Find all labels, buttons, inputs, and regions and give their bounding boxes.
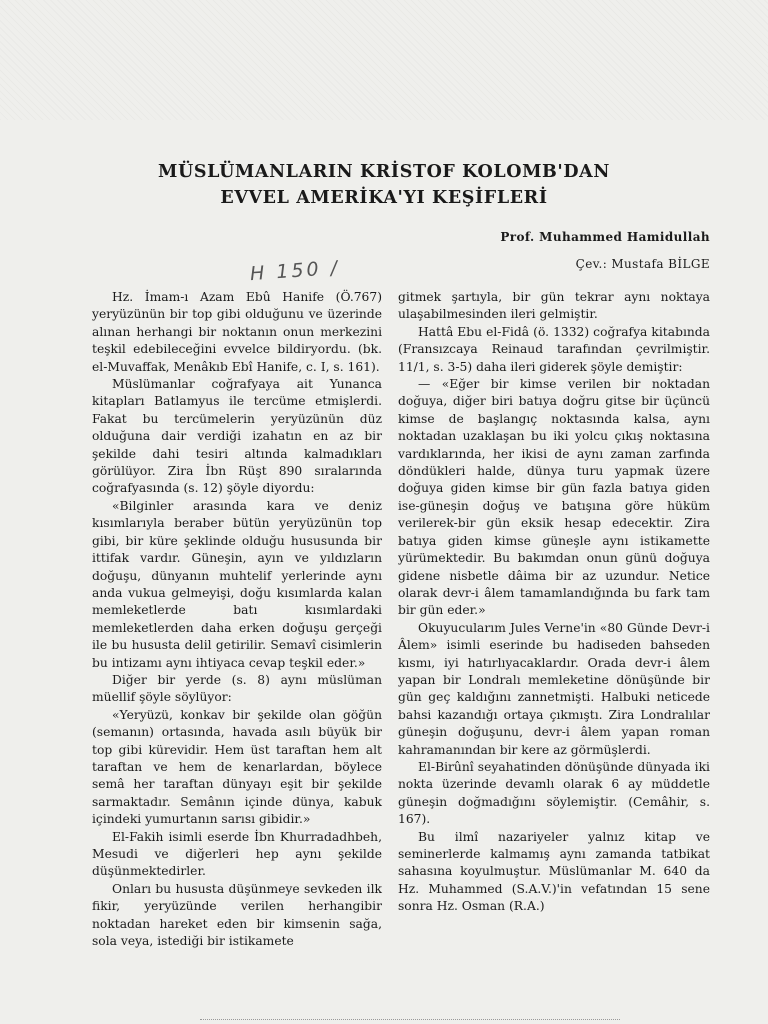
author-name: Prof. Muhammed Hamidullah xyxy=(500,230,710,244)
right-column xyxy=(398,289,710,916)
scan-noise xyxy=(0,0,768,120)
translator-name: Çev.: Mustafa BİLGE xyxy=(575,257,710,271)
article-title-line-2: EVVEL AMERİKA'YI KEŞİFLERİ xyxy=(220,188,548,208)
scan-edge-line xyxy=(200,1019,620,1021)
handwritten-annotation: H 150 / xyxy=(249,256,341,286)
paragraph: El-Fakih isimli eserde İbn Khurradadhbeh, Mesudi ve diğerleri hep aynı şekilde düşünmektedirler. xyxy=(92,829,382,879)
paragraph-continuation: gitmek şartıyla, bir gün tekrar aynı noktaya ulaşabilmesinden ileri gelmiştir. xyxy=(398,290,710,322)
article-title-line-1: MÜSLÜMANLARIN KRİSTOF KOLOMB'DAN xyxy=(158,162,610,182)
paragraph: Hattâ Ebu el-Fidâ (ö. 1332) coğrafya kitabında (Fransızcaya Reinaud tarafından çevrilmiştir. 11/1, s. 3-5) daha ileri giderek şöyle demiştir: xyxy=(398,324,710,374)
paragraph: Diğer bir yerde (s. 8) aynı müslüman müellif şöyle söylüyor: xyxy=(92,672,382,705)
quote-paragraph: «Yeryüzü, konkav bir şekilde olan göğün (semanın) ortasında, havada asılı büyük bir top gibi kürevidir. Hem üst taraftan hem alt taraftan ve hem de kenarlardan, böylece semâ her taraftan dünyayı eşit bir şekilde sarmaktadır. Semânın içinde dünya, kabuk içindeki yumurtanın sarısı gibidir.» xyxy=(92,707,382,827)
quote-paragraph: «Bilginler arasında kara ve deniz kısımlarıyla beraber bütün yeryüzünün top gibi, bir küre şeklinde olduğu hususunda bir ittifak vardır. Güneşin, ayın ve yıldızların doğuşu, dünyanın muhtelif yerlerinde aynı anda vukua gelmeyişi, doğu kısımlarda kalan memleketlerde batı kısımlardaki memleketlerden daha erken doğuşu gerçeği ile bu hususta delil getirilir. Semavî cisimlerin bu intizamı aynı ihtiyaca cevap teşkil eder.» xyxy=(92,498,382,670)
paragraph: Hz. İmam-ı Azam Ebû Hanife (Ö.767) yeryüzünün bir top gibi olduğunu ve üzerinde alınan herhangi bir noktanın onun merkezini teşkil edebileceğini evvelce bildiryordu. (bk. el-Muvaffak, Menâkıb Ebî Hanife, c. I, s. 161). xyxy=(92,290,382,374)
paragraph: Onları bu hususta düşünmeye sevkeden ilk fikir, yeryüzünde verilen herhangibir noktadan hareket eden bir kimsenin sağa, sola veya, istediği bir istikamete xyxy=(92,881,382,949)
paragraph: Okuyucularım Jules Verne'in «80 Günde Devr-i Âlem» isimli eserinde bu hadiseden bahseden kısmı, iyi hatırlıyacaklardır. Orada devr-i âlem yapan bir Londralı memleketine dönüşünde bir gün geç kaldığını zannetmişti. Halbuki neticede bahsi kazandığı ortaya çıkmıştı. Zira Londralılar güneşin doğuşunu, devr-i âlem yapan roman kahramanından bir kere az görmüşlerdi. xyxy=(398,620,710,757)
quote-paragraph: — «Eğer bir kimse verilen bir noktadan doğuya, diğer biri batıya doğru gitse bir üçüncü kimse de başlangıç noktasında kalsa, aynı noktadan uzaklaşan bu iki yolcu çıkış noktasına vardıklarında, her ikisi de aynı zaman zarfında döndükleri halde, dünya turu yapmak üzere doğuya giden kimse bir gün fazla batıya giden ise-güneşin doğuş ve batışına göre hüküm verilerek-bir gün eksik hesap edecektir. Zira batıya giden kimse güneşle aynı istikamette yürümektedir. Bu bakımdan onun günü doğuya gidene nisbetle dâima bir az uzundur. Netice olarak devr-i âlem tamamlandığında bu fark tam bir gün eder.» xyxy=(398,377,710,618)
paragraph: Müslümanlar coğrafyaya ait Yunanca kitapları Batlamyus ile tercüme etmişlerdi. Fakat bu tercümelerin yeryüzünün düz olduğuna dair verdiği izahatın en az bir şekilde dahi tesiri altında kalmadıkları görülüyor. Zira İbn Rüşt 890 sıralarında coğrafyasında (s. 12) şöyle diyordu: xyxy=(92,377,382,496)
left-column xyxy=(92,289,382,950)
paragraph: Bu ilmî nazariyeler yalnız kitap ve seminerlerde kalmamış aynı zamanda tatbikat sahasına koyulmuştur. Müslümanlar M. 640 da Hz. Muhammed (S.A.V.)'in vefatından 15 sene sonra Hz. Osman (R.A.) xyxy=(398,829,710,914)
paragraph: El-Birûnî seyahatinden dönüşünde dünyada iki nokta üzerinde devamlı olarak 6 ay müddetle güneşin doğmadığını söylemiştir. (Cemâhir, s. 167). xyxy=(398,759,710,827)
